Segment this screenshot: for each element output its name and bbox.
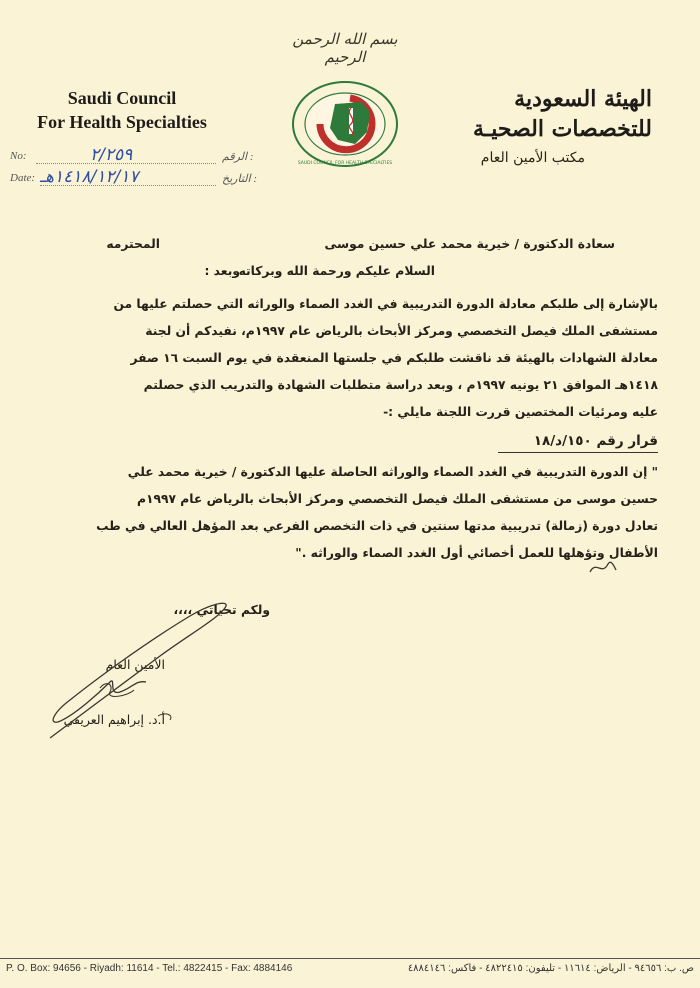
footer-address-en: P. O. Box: 94656 - Riyadh: 11614 - Tel.: 4822415 - Fax: 4884146 bbox=[6, 963, 293, 974]
greeting: السلام عليكم ورحمة الله وبركاته bbox=[238, 264, 435, 278]
ref-date-label-ar: التاريخ : bbox=[222, 173, 257, 185]
ref-no-value: ٢/٢٥٩ bbox=[90, 145, 133, 165]
body-line: مستشفى الملك فيصل التخصصي ومركز الأبحاث بالرياض عام ١٩٩٧م، نفيدكم أن لجنة bbox=[145, 324, 658, 338]
footer-address-ar: ص. ب: ٩٤٦٥٦ - الرياض: ١١٦١٤ - تليفون: ٤٨٢٢٤١٥ - فاكس: ٤٨٨٤١٤٦ bbox=[407, 963, 694, 974]
signatory-title: الأمين العام bbox=[105, 657, 165, 672]
initials-mark bbox=[588, 556, 618, 578]
signatory-name: أ.د. إبراهيم العريفي bbox=[63, 712, 165, 727]
ref-no-label-en: No: bbox=[10, 150, 27, 162]
decision-line: حسين موسى من مستشفى الملك فيصل التخصصي ومركز الأبحاث بالرياض عام ١٩٩٧م bbox=[136, 492, 658, 506]
body-line: عليه ومرئيات المختصين قررت اللجنة مايلي :- bbox=[383, 405, 658, 419]
handwritten-signature bbox=[40, 596, 230, 744]
closing: ولكم تحياتي ،،،، bbox=[173, 603, 270, 617]
body-line: معادلة الشهادات بالهيئة قد ناقشت طلبكم في جلستها المنعقدة في يوم السبت ١٦ صفر bbox=[130, 351, 658, 365]
logo-caption: SAUDI COUNCIL FOR HEALTH SPECIALTIES bbox=[297, 161, 393, 166]
ref-date-value: ١٤١٨/١٢/١٧هـ bbox=[40, 167, 139, 187]
org-name-english-line1: Saudi Council bbox=[67, 88, 177, 108]
ref-no-label-ar: الرقم : bbox=[222, 151, 254, 163]
org-name-arabic bbox=[412, 84, 652, 144]
org-name-arabic-line1: الهيئة السعودية bbox=[514, 86, 652, 112]
org-name-arabic-line2: للتخصصات الصحيـة bbox=[472, 116, 652, 142]
after-greeting: وبعد : bbox=[204, 264, 240, 278]
body-line: ١٤١٨هـ الموافق ٢١ يونيه ١٩٩٧م ، وبعد دراسة متطلبات الشهادة والتدريب الذي حصلتم bbox=[143, 378, 658, 392]
addressee: سعادة الدكتورة / خيرية محمد علي حسين موسى bbox=[324, 237, 615, 251]
decision-title: قرار رقم ١٥٠/د/١٨ bbox=[533, 433, 658, 449]
basmala: بسم الله الرحمن الرحيم bbox=[292, 30, 398, 66]
council-logo bbox=[290, 78, 400, 170]
ref-date-label-en: Date: bbox=[10, 172, 36, 184]
decision-line: تعادل دورة (زمالة) تدريبية مدتها سنتين في ذات التخصص الفرعي بعد المؤهل العالي في طب bbox=[96, 519, 658, 533]
decision-line: " إن الدورة التدريبية في الغدد الصماء والوراثه الحاصلة عليها الدكتورة / خيرية محمد علي bbox=[127, 465, 658, 479]
footer-divider bbox=[0, 958, 700, 959]
honorific: المحترمه bbox=[106, 237, 160, 251]
decision-title-underline bbox=[498, 452, 658, 453]
body-line: بالإشارة إلى طلبكم معادلة الدورة التدريبية في الغدد الصماء والوراثه التي حصلتم عليها من bbox=[113, 297, 658, 311]
org-name-english bbox=[12, 86, 232, 134]
office-title: مكتب الأمين العام bbox=[480, 150, 585, 166]
org-name-english-line2: For Health Specialties bbox=[37, 112, 207, 132]
decision-line: الأطفال وتؤهلها للعمل أخصائي أول الغدد الصماء والوراثه ." bbox=[295, 546, 658, 560]
